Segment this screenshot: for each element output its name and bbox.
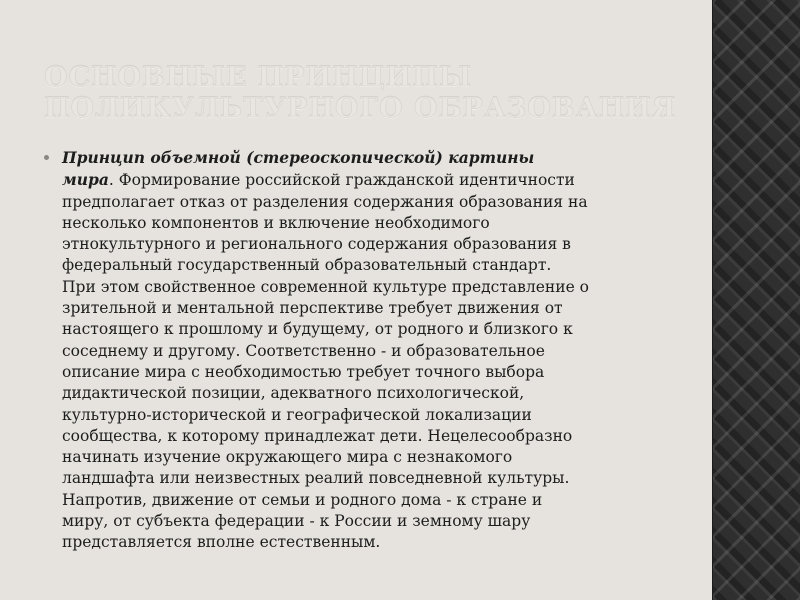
paragraph-line: этнокультурного и регионального содержания образования в	[62, 235, 571, 254]
bullet-paragraph	[62, 147, 694, 554]
paragraph-line	[62, 169, 694, 191]
slide-title-line-2: ПОЛИКУЛЬТУРНОГО ОБРАЗОВАНИЯ	[44, 93, 677, 124]
paragraph-line: Напротив, движение от семьи и родного дома - к стране и	[62, 490, 543, 509]
paragraph-text: . Формирование российской гражданской идентичности	[108, 171, 575, 190]
paragraph-line: представляется вполне естественным.	[62, 533, 381, 552]
paragraph-line: дидактической позиции, адекватного психологической,	[62, 384, 525, 403]
paragraph-line: федеральный государственный образовательный стандарт.	[62, 256, 552, 275]
principle-heading-end: мира	[62, 170, 109, 190]
bullet-item	[44, 147, 694, 554]
principle-heading: Принцип объемной (стереоскопической) картины	[62, 148, 535, 167]
paragraph-line: соседнему и другому. Соответственно - и образовательное	[62, 341, 545, 360]
paragraph-line: предполагает отказ от разделения содержания образования на	[62, 192, 588, 211]
bullet-dot-icon	[44, 155, 49, 160]
slide-title	[44, 62, 684, 124]
paragraph-line: При этом свойственное современной культуре представление о	[62, 277, 590, 296]
paragraph-line	[62, 147, 694, 169]
bullet-list	[44, 147, 694, 554]
paragraph-line: культурно-исторической и географической локализации	[62, 405, 532, 424]
paragraph-line: миру, от субъекта федерации - к России и земному шару	[62, 512, 531, 531]
decorative-pattern-strip	[712, 0, 800, 600]
paragraph-line: зрительной и ментальной перспективе требует движения от	[62, 299, 563, 318]
paragraph-line: ландшафта или неизвестных реалий повседневной культуры.	[62, 469, 570, 488]
paragraph-line: сообщества, к которому принадлежат дети. Нецелесообразно	[62, 426, 573, 445]
paragraph-line: описание мира с необходимостью требует точного выбора	[62, 362, 545, 381]
paragraph-line: несколько компонентов и включение необходимого	[62, 213, 490, 232]
slide-title-line-1: ОСНОВНЫЕ ПРИНЦИПЫ	[44, 62, 473, 93]
paragraph-line: настоящего к прошлому и будущему, от родного и близкого к	[62, 320, 573, 339]
paragraph-line: начинать изучение окружающего мира с незнакомого	[62, 448, 513, 467]
